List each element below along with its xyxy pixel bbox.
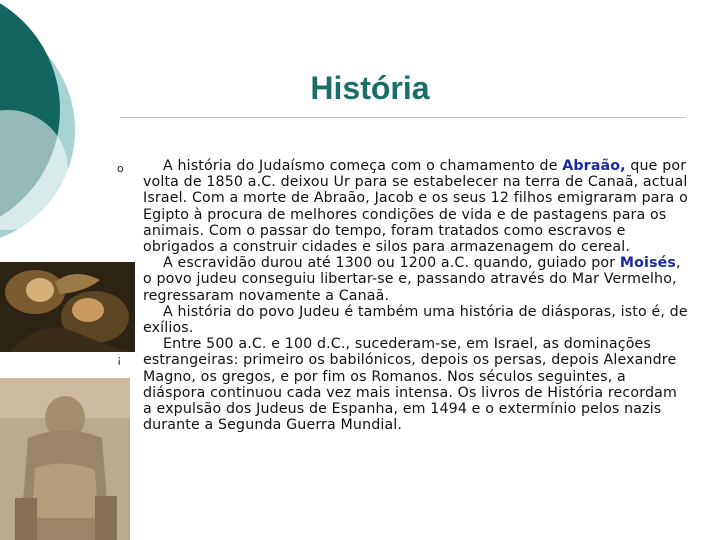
moses-statue-image [0, 378, 130, 540]
paragraph-abraham: A história do Judaísmo começa com o chamamento de Abraão, que por volta de 1850 a.C. deixou Ur para se estabelecer na terra de Canaã, actual Israel. Com a morte de Abraão, Jacob e os seus 12 filhos emigraram para o Egipto à procura de melhores condições de vida e de pastagens para os animais. Com o passar do tempo, foram tratados como escravos e obrigados a construir cidades e silos para armazenagem do cereal. [143, 158, 688, 256]
bullet-marker: o [117, 162, 124, 175]
paragraph-diaspora: A história do povo Judeu é também uma história de diásporas, isto é, de exílios. [143, 303, 688, 337]
slide-body [143, 158, 688, 433]
slide-decoration [0, 0, 120, 260]
name-abraham: Abraão, [562, 158, 626, 174]
title-divider [120, 117, 685, 118]
slide-title: História [310, 70, 430, 106]
name-moses: Moisés [619, 255, 677, 272]
paragraph-dominations: Entre 500 a.C. e 100 d.C., sucederam-se, em Israel, as dominações estrangeiras: primeiro os babilónicos, depois os persas, depois Alexandre Magno, os gregos, e por fim os Romanos. Nos séculos seguintes, a diáspora continuou cada vez mais intensa. Os livros de História recordam a expulsão dos Judeus de Espanha, em 1494 e o extermínio pelos nazis durante a Segunda Guerra Mundial. [143, 336, 677, 434]
abraham-painting-image [0, 262, 135, 352]
paragraph-moses: A escravidão durou até 1300 ou 1200 a.C. quando, guiado por Moisés, o povo judeu conseguiu libertar-se e, passando através do Mar Vermelho, regressaram novamente a Canaã. [143, 255, 681, 304]
bullet-marker: ¡ [117, 353, 122, 366]
